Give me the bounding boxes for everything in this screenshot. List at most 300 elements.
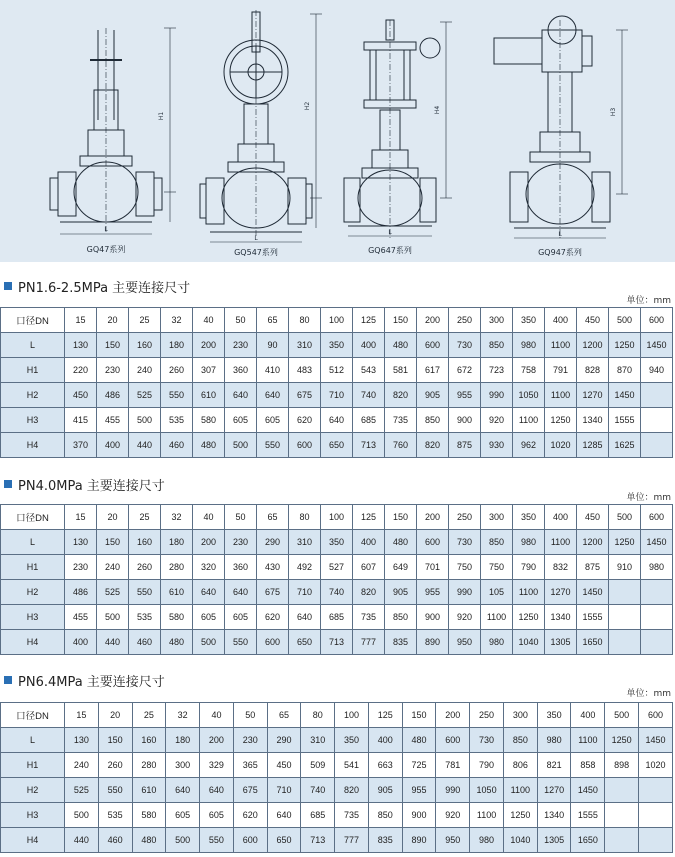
value-cell: 1100 — [481, 605, 513, 630]
value-cell: 1450 — [577, 580, 609, 605]
value-cell: 550 — [225, 630, 257, 655]
value-cell: 580 — [193, 408, 225, 433]
value-cell: 130 — [65, 333, 97, 358]
value-cell: 90 — [257, 333, 289, 358]
value-cell — [609, 580, 641, 605]
value-cell: 900 — [402, 803, 436, 828]
dn-header-cell: 125 — [353, 505, 385, 530]
value-cell: 320 — [193, 555, 225, 580]
unit-label: 单位：mm — [626, 296, 671, 306]
dim-label-h1: H1 — [158, 111, 165, 121]
value-cell: 649 — [385, 555, 417, 580]
value-cell: 400 — [65, 630, 97, 655]
value-cell: 675 — [257, 580, 289, 605]
dn-header-cell: 32 — [161, 308, 193, 333]
value-cell: 1100 — [545, 383, 577, 408]
value-cell: 835 — [385, 630, 417, 655]
value-cell: 740 — [353, 383, 385, 408]
value-cell: 1020 — [545, 433, 577, 458]
value-cell: 920 — [449, 605, 481, 630]
dim-label-l-4: L — [558, 231, 562, 238]
dn-header-cell: 100 — [321, 308, 353, 333]
value-cell: 1040 — [513, 630, 545, 655]
value-cell: 758 — [513, 358, 545, 383]
value-cell: 400 — [368, 728, 402, 753]
value-cell: 850 — [503, 728, 537, 753]
value-cell: 350 — [321, 333, 353, 358]
caption-gq947: GQ947系列 — [538, 248, 582, 257]
dn-header-cell: 32 — [166, 703, 200, 728]
value-cell: 713 — [353, 433, 385, 458]
value-cell: 460 — [98, 828, 132, 853]
value-cell: 980 — [470, 828, 504, 853]
dn-header-cell: 350 — [513, 308, 545, 333]
dn-header-cell: 100 — [335, 703, 369, 728]
value-cell: 1050 — [513, 383, 545, 408]
value-cell: 440 — [65, 828, 99, 853]
row-label-cell: H2 — [1, 580, 65, 605]
table-row — [1, 753, 673, 778]
table-row — [1, 828, 673, 853]
table-row — [1, 408, 673, 433]
value-cell: 723 — [481, 358, 513, 383]
value-cell: 541 — [335, 753, 369, 778]
value-cell: 360 — [225, 555, 257, 580]
value-cell: 1450 — [639, 728, 673, 753]
value-cell: 990 — [436, 778, 470, 803]
value-cell: 160 — [129, 333, 161, 358]
value-cell: 440 — [129, 433, 161, 458]
value-cell: 900 — [449, 408, 481, 433]
value-cell — [609, 630, 641, 655]
row-label-cell: H2 — [1, 383, 65, 408]
dn-header-cell: 200 — [417, 505, 449, 530]
value-cell: 821 — [537, 753, 571, 778]
section-title-pn16 — [4, 275, 190, 297]
dn-header-cell: 20 — [98, 703, 132, 728]
value-cell — [641, 580, 673, 605]
table-row — [1, 728, 673, 753]
dn-header-cell: 300 — [481, 505, 513, 530]
row-label-cell: H1 — [1, 753, 65, 778]
value-cell: 1650 — [577, 630, 609, 655]
value-cell: 790 — [513, 555, 545, 580]
header-label-cell: 口径DN — [1, 505, 65, 530]
caption-gq647: GQ647系列 — [368, 246, 412, 255]
table-row — [1, 358, 673, 383]
value-cell: 600 — [233, 828, 267, 853]
dn-header-cell: 200 — [436, 703, 470, 728]
dn-header-cell: 250 — [470, 703, 504, 728]
value-cell: 240 — [97, 555, 129, 580]
value-cell: 650 — [321, 433, 353, 458]
value-cell: 735 — [335, 803, 369, 828]
table-row — [1, 333, 673, 358]
section-title-text: PN1.6-2.5MPa 主要连接尺寸 — [18, 280, 191, 296]
value-cell: 910 — [609, 555, 641, 580]
value-cell: 240 — [65, 753, 99, 778]
value-cell: 850 — [481, 333, 513, 358]
valve-gq647-drawing — [344, 20, 452, 238]
value-cell: 620 — [289, 408, 321, 433]
dn-header-cell: 600 — [641, 308, 673, 333]
value-cell: 230 — [225, 333, 257, 358]
value-cell: 550 — [200, 828, 234, 853]
dn-header-cell: 50 — [225, 505, 257, 530]
dn-header-cell: 100 — [321, 505, 353, 530]
value-cell: 460 — [129, 630, 161, 655]
dn-header-cell: 250 — [449, 505, 481, 530]
dn-header-cell: 350 — [537, 703, 571, 728]
value-cell: 1200 — [577, 333, 609, 358]
dn-header-cell: 400 — [545, 308, 577, 333]
value-cell: 990 — [449, 580, 481, 605]
value-cell: 980 — [481, 630, 513, 655]
value-cell: 710 — [321, 383, 353, 408]
dim-label-l-1: L — [104, 226, 108, 233]
table-row — [1, 630, 673, 655]
value-cell: 500 — [225, 433, 257, 458]
value-cell — [609, 605, 641, 630]
value-cell: 525 — [65, 778, 99, 803]
value-cell: 160 — [132, 728, 166, 753]
value-cell: 920 — [481, 408, 513, 433]
value-cell: 710 — [267, 778, 301, 803]
value-cell: 580 — [132, 803, 166, 828]
value-cell: 950 — [436, 828, 470, 853]
value-cell: 1100 — [545, 333, 577, 358]
value-cell: 1270 — [545, 580, 577, 605]
value-cell: 430 — [257, 555, 289, 580]
value-cell: 1100 — [513, 580, 545, 605]
caption-gq47: GQ47系列 — [86, 245, 126, 254]
value-cell: 713 — [321, 630, 353, 655]
value-cell: 350 — [335, 728, 369, 753]
table-header-row — [1, 308, 673, 333]
value-cell: 980 — [537, 728, 571, 753]
value-cell: 360 — [225, 358, 257, 383]
spec-table-pn16 — [0, 307, 673, 458]
row-label-cell: H1 — [1, 555, 65, 580]
value-cell: 160 — [129, 530, 161, 555]
section-title-text: PN6.4MPa 主要连接尺寸 — [18, 674, 165, 690]
value-cell: 535 — [98, 803, 132, 828]
table-header-row — [1, 703, 673, 728]
dim-label-l-3: L — [388, 229, 392, 236]
dn-header-cell: 300 — [481, 308, 513, 333]
caption-gq547: GQ547系列 — [234, 248, 278, 257]
dim-label-l-2: L — [254, 235, 258, 242]
value-cell: 400 — [97, 433, 129, 458]
value-cell: 930 — [481, 433, 513, 458]
value-cell: 730 — [449, 530, 481, 555]
value-cell: 480 — [385, 333, 417, 358]
value-cell: 543 — [353, 358, 385, 383]
value-cell: 1650 — [571, 828, 605, 853]
value-cell: 955 — [417, 580, 449, 605]
value-cell: 650 — [289, 630, 321, 655]
dn-header-cell: 80 — [289, 308, 321, 333]
spec-table-pn64 — [0, 702, 673, 853]
dn-header-cell: 400 — [545, 505, 577, 530]
dn-header-cell: 80 — [301, 703, 335, 728]
value-cell: 640 — [225, 580, 257, 605]
value-cell: 898 — [605, 753, 639, 778]
value-cell: 685 — [321, 605, 353, 630]
value-cell: 480 — [161, 630, 193, 655]
dn-header-cell: 300 — [503, 703, 537, 728]
row-label-cell: L — [1, 728, 65, 753]
dn-header-cell: 450 — [577, 505, 609, 530]
value-cell: 663 — [368, 753, 402, 778]
dn-header-cell: 400 — [571, 703, 605, 728]
value-cell: 820 — [353, 580, 385, 605]
row-label-cell: H1 — [1, 358, 65, 383]
value-cell: 500 — [166, 828, 200, 853]
value-cell: 1555 — [577, 605, 609, 630]
header-label-cell: 口径DN — [1, 703, 65, 728]
dn-header-cell: 250 — [449, 308, 481, 333]
value-cell: 607 — [353, 555, 385, 580]
value-cell: 806 — [503, 753, 537, 778]
value-cell: 740 — [301, 778, 335, 803]
value-cell: 990 — [481, 383, 513, 408]
value-cell: 200 — [193, 530, 225, 555]
value-cell: 605 — [225, 408, 257, 433]
value-cell: 525 — [97, 580, 129, 605]
value-cell: 710 — [289, 580, 321, 605]
value-cell: 1100 — [470, 803, 504, 828]
value-cell: 875 — [577, 555, 609, 580]
dn-header-cell: 500 — [609, 505, 641, 530]
value-cell — [639, 803, 673, 828]
value-cell: 1450 — [641, 333, 673, 358]
value-cell: 310 — [289, 530, 321, 555]
value-cell: 130 — [65, 728, 99, 753]
dn-header-cell: 65 — [257, 505, 289, 530]
dn-header-cell: 15 — [65, 505, 97, 530]
value-cell: 832 — [545, 555, 577, 580]
spec-table-pn40 — [0, 504, 673, 655]
value-cell: 617 — [417, 358, 449, 383]
value-cell: 440 — [97, 630, 129, 655]
value-cell: 828 — [577, 358, 609, 383]
dn-header-cell: 125 — [368, 703, 402, 728]
value-cell: 550 — [257, 433, 289, 458]
value-cell: 610 — [161, 580, 193, 605]
dim-label-h2: H2 — [304, 101, 311, 111]
value-cell — [605, 778, 639, 803]
value-cell: 492 — [289, 555, 321, 580]
value-cell: 713 — [301, 828, 335, 853]
value-cell: 500 — [65, 803, 99, 828]
row-label-cell: L — [1, 333, 65, 358]
value-cell: 672 — [449, 358, 481, 383]
value-cell: 905 — [385, 580, 417, 605]
dn-header-cell: 150 — [385, 505, 417, 530]
table-row — [1, 433, 673, 458]
value-cell: 580 — [161, 605, 193, 630]
value-cell: 820 — [385, 383, 417, 408]
value-cell: 310 — [289, 333, 321, 358]
row-label-cell: H3 — [1, 605, 65, 630]
section-bullet-icon — [4, 480, 12, 488]
value-cell: 600 — [417, 530, 449, 555]
value-cell: 365 — [233, 753, 267, 778]
value-cell: 527 — [321, 555, 353, 580]
dn-header-cell: 25 — [129, 308, 161, 333]
unit-label: 单位：mm — [626, 493, 671, 503]
value-cell: 1020 — [639, 753, 673, 778]
value-cell: 600 — [436, 728, 470, 753]
value-cell: 1100 — [513, 408, 545, 433]
value-cell: 550 — [98, 778, 132, 803]
header-label-cell: 口径DN — [1, 308, 65, 333]
dim-label-h4: H4 — [434, 105, 441, 115]
value-cell: 480 — [402, 728, 436, 753]
table-row — [1, 778, 673, 803]
section-title-pn64 — [4, 669, 165, 691]
value-cell: 760 — [385, 433, 417, 458]
value-cell: 550 — [161, 383, 193, 408]
dn-header-cell: 500 — [609, 308, 641, 333]
value-cell: 640 — [267, 803, 301, 828]
row-label-cell: H3 — [1, 803, 65, 828]
row-label-cell: H2 — [1, 778, 65, 803]
table-row — [1, 803, 673, 828]
value-cell: 230 — [233, 728, 267, 753]
section-bullet-icon — [4, 282, 12, 290]
section-bullet-icon — [4, 676, 12, 684]
value-cell: 870 — [609, 358, 641, 383]
value-cell: 905 — [368, 778, 402, 803]
value-cell: 950 — [449, 630, 481, 655]
dn-header-cell: 50 — [233, 703, 267, 728]
value-cell: 130 — [65, 530, 97, 555]
valve-gq947-drawing — [494, 16, 628, 240]
value-cell: 725 — [402, 753, 436, 778]
dn-header-cell: 50 — [225, 308, 257, 333]
value-cell: 640 — [257, 383, 289, 408]
value-cell: 260 — [129, 555, 161, 580]
value-cell: 150 — [98, 728, 132, 753]
value-cell: 685 — [301, 803, 335, 828]
value-cell: 955 — [402, 778, 436, 803]
value-cell: 1340 — [545, 605, 577, 630]
value-cell: 730 — [470, 728, 504, 753]
value-cell: 350 — [321, 530, 353, 555]
dn-header-cell: 150 — [385, 308, 417, 333]
value-cell: 455 — [65, 605, 97, 630]
value-cell: 1555 — [609, 408, 641, 433]
value-cell: 1100 — [571, 728, 605, 753]
dn-header-cell: 40 — [193, 308, 225, 333]
value-cell — [641, 383, 673, 408]
value-cell: 890 — [417, 630, 449, 655]
value-cell: 675 — [233, 778, 267, 803]
value-cell: 500 — [193, 630, 225, 655]
value-cell: 290 — [267, 728, 301, 753]
value-cell: 1250 — [545, 408, 577, 433]
value-cell: 610 — [132, 778, 166, 803]
value-cell: 1100 — [545, 530, 577, 555]
dn-header-cell: 15 — [65, 308, 97, 333]
dn-header-cell: 65 — [267, 703, 301, 728]
value-cell: 512 — [321, 358, 353, 383]
dn-header-cell: 32 — [161, 505, 193, 530]
value-cell: 220 — [65, 358, 97, 383]
value-cell: 790 — [470, 753, 504, 778]
value-cell: 890 — [402, 828, 436, 853]
dn-header-cell: 150 — [402, 703, 436, 728]
value-cell: 1250 — [513, 605, 545, 630]
value-cell: 640 — [200, 778, 234, 803]
section-title-pn40 — [4, 473, 165, 495]
value-cell: 310 — [301, 728, 335, 753]
value-cell: 1250 — [609, 333, 641, 358]
value-cell: 1450 — [571, 778, 605, 803]
value-cell: 480 — [132, 828, 166, 853]
dn-header-cell: 350 — [513, 505, 545, 530]
row-label-cell: H4 — [1, 630, 65, 655]
value-cell: 1305 — [545, 630, 577, 655]
table-row — [1, 555, 673, 580]
value-cell: 290 — [257, 530, 289, 555]
value-cell: 480 — [193, 433, 225, 458]
dn-header-cell: 25 — [129, 505, 161, 530]
valve-drawings-figure — [0, 0, 675, 262]
valve-drawings-svg — [0, 0, 675, 262]
table-row — [1, 580, 673, 605]
value-cell: 300 — [166, 753, 200, 778]
value-cell: 525 — [129, 383, 161, 408]
value-cell: 640 — [289, 605, 321, 630]
value-cell: 850 — [368, 803, 402, 828]
dn-header-cell: 500 — [605, 703, 639, 728]
value-cell — [641, 408, 673, 433]
table-row — [1, 530, 673, 555]
value-cell: 400 — [353, 530, 385, 555]
value-cell: 980 — [641, 555, 673, 580]
value-cell: 610 — [193, 383, 225, 408]
value-cell: 509 — [301, 753, 335, 778]
value-cell: 605 — [193, 605, 225, 630]
value-cell: 675 — [289, 383, 321, 408]
value-cell: 835 — [368, 828, 402, 853]
value-cell: 640 — [193, 580, 225, 605]
value-cell: 1305 — [537, 828, 571, 853]
row-label-cell: L — [1, 530, 65, 555]
value-cell: 410 — [257, 358, 289, 383]
value-cell: 400 — [353, 333, 385, 358]
value-cell: 650 — [267, 828, 301, 853]
value-cell: 820 — [417, 433, 449, 458]
value-cell: 280 — [161, 555, 193, 580]
value-cell: 200 — [200, 728, 234, 753]
value-cell: 980 — [513, 530, 545, 555]
dn-header-cell: 65 — [257, 308, 289, 333]
value-cell: 455 — [97, 408, 129, 433]
value-cell: 1450 — [641, 530, 673, 555]
value-cell: 920 — [436, 803, 470, 828]
value-cell: 1270 — [537, 778, 571, 803]
value-cell: 535 — [161, 408, 193, 433]
value-cell: 460 — [161, 433, 193, 458]
value-cell: 980 — [513, 333, 545, 358]
value-cell: 260 — [161, 358, 193, 383]
value-cell: 750 — [481, 555, 513, 580]
value-cell: 450 — [267, 753, 301, 778]
